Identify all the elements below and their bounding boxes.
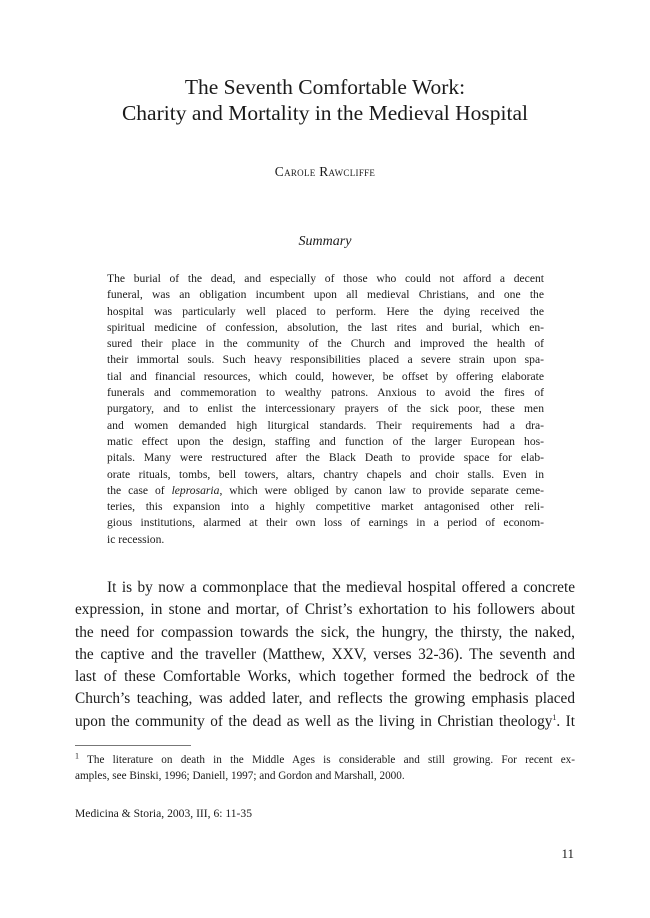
- body-paragraph: [75, 577, 575, 733]
- body-text-segment: upon the community of the dead as well as the living in Christian theology: [75, 712, 553, 730]
- body-line: the need for compassion towards the sick, the hungry, the thirsty, the naked,: [75, 623, 575, 641]
- abstract-line: spiritual medicine of confession, absolution, the last rites and burial, which en-: [107, 320, 544, 334]
- body-line: [75, 711, 575, 733]
- abstract-italic-term: leprosaria: [171, 483, 220, 497]
- body-line: It is by now a commonplace that the medieval hospital offered a concrete: [107, 579, 575, 596]
- abstract-line: pitals. Many were restructured after the Black Death to provide space for elab-: [107, 451, 544, 465]
- abstract-line: purgatory, and to enlist the intercessionary prayers of the sick poor, these men: [107, 402, 544, 416]
- abstract-line: funeral, was an obligation incumbent upon all medieval Christians, and one the: [107, 288, 544, 302]
- abstract-line-leprosaria: [107, 483, 544, 499]
- footnote-line: [75, 752, 575, 768]
- body-line: Church’s teaching, was added later, and reflects the growing emphasis placed: [75, 690, 575, 708]
- abstract-text-segment: , which were obliged by canon law to provide separate ceme-: [219, 483, 544, 497]
- abstract-line: ic recession.: [107, 532, 165, 546]
- body-line: the captive and the traveller (Matthew, XXV, verses 32-36). The seventh and: [75, 645, 575, 663]
- footnote: [75, 752, 575, 785]
- abstract-line: matic effect upon the design, staffing and function of the larger European hos-: [107, 434, 544, 448]
- abstract-line: and women demanded high liturgical standards. Their requirements had a dra-: [107, 418, 544, 432]
- footnote-text: The literature on death in the Middle Ages is considerable and still growing. For recent ex-: [79, 754, 575, 766]
- body-line: expression, in stone and mortar, of Christ’s exhortation to his followers about: [75, 601, 575, 619]
- abstract-line: orate rituals, tombs, bell towers, altars, chantry chapels and choir stalls. Even in: [107, 467, 544, 481]
- abstract-line: gious institutions, alarmed at their own loss of earnings in a period of econom-: [107, 516, 544, 530]
- footnote-divider: [75, 745, 191, 746]
- journal-citation: Medicina & Storia, 2003, III, 6: 11-35: [75, 807, 252, 820]
- title-line-2: Charity and Mortality in the Medieval Hospital: [121, 101, 529, 125]
- body-text-segment: . It: [556, 712, 576, 730]
- author-name: Carole Rawcliffe: [274, 164, 376, 179]
- article-title: [60, 74, 590, 126]
- title-line-1: The Seventh Comfortable Work:: [184, 75, 466, 99]
- abstract-line: tial and financial resources, which could, however, be offset by offering elaborate: [107, 369, 544, 383]
- body-line: last of these Comfortable Works, which together formed the bedrock of the: [75, 668, 575, 686]
- abstract-line: hospital was particularly well placed to perform. Here the dying received the: [107, 304, 544, 318]
- abstract-line: The burial of the dead, and especially of those who could not afford a decent: [107, 272, 544, 285]
- abstract-text: [107, 271, 544, 548]
- abstract-line: their immortal souls. Such heavy responsibilities placed a severe strain upon spa-: [107, 353, 544, 367]
- abstract-line: sured their place in the community of the Church and improved the health of: [107, 337, 544, 351]
- summary-heading: Summary: [298, 234, 352, 249]
- footnote-marker: 1: [75, 751, 79, 761]
- abstract-line: teries, this expansion into a highly competitive market antagonised other reli-: [107, 500, 544, 514]
- page-number: 11: [561, 846, 574, 861]
- footnote-line: amples, see Binski, 1996; Daniell, 1997; and Gordon and Marshall, 2000.: [75, 770, 405, 783]
- footnote-reference[interactable]: 1: [552, 712, 557, 722]
- abstract-line: funerals and commemoration to wealthy patrons. Anxious to avoid the fires of: [107, 386, 544, 400]
- abstract-text-segment: the case of: [107, 483, 172, 497]
